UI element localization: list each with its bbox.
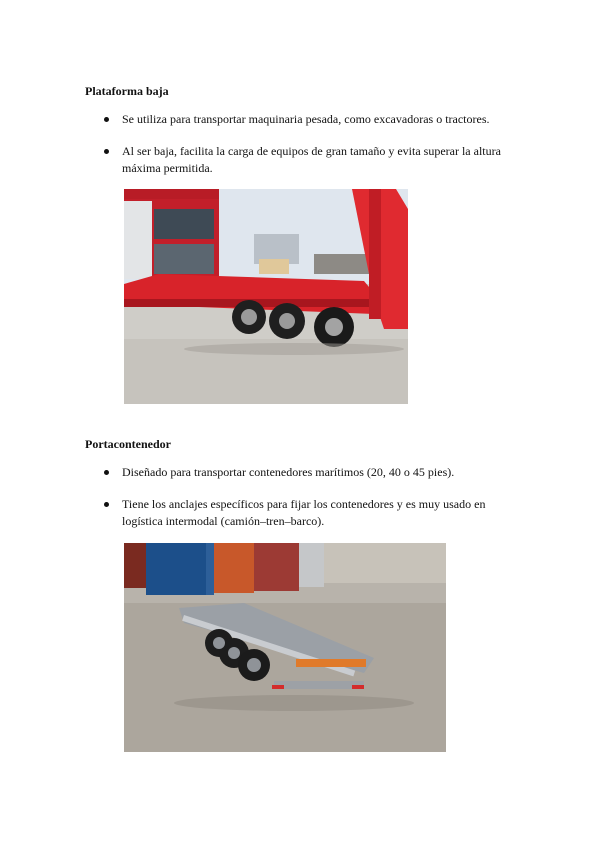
bullet-text: Diseñado para transportar contenedores marítimos (20, 40 o 45 pies). (122, 465, 455, 479)
section-title-plataforma-baja: Plataforma baja (85, 84, 169, 98)
container-chassis-photo (124, 543, 446, 752)
bullet-item (104, 496, 514, 530)
bullet-dot (104, 117, 109, 122)
bullet-text: Al ser baja, facilita la carga de equipos de gran tamaño y evita superar la altura máxima permitida. (122, 144, 501, 175)
bullet-text: Tiene los anclajes específicos para fijar los contenedores y es muy usado en logística intermodal (camión–tren–barco). (122, 497, 486, 528)
bullet-dot (104, 470, 109, 475)
bullet-item (104, 464, 514, 481)
bullet-item (104, 143, 514, 177)
section-title-portacontenedor: Portacontenedor (85, 437, 171, 451)
bullet-dot (104, 149, 109, 154)
bullet-dot (104, 502, 109, 507)
lowbed-trailer-photo (124, 189, 408, 404)
bullet-item (104, 111, 514, 128)
bullet-text: Se utiliza para transportar maquinaria pesada, como excavadoras o tractores. (122, 112, 490, 126)
